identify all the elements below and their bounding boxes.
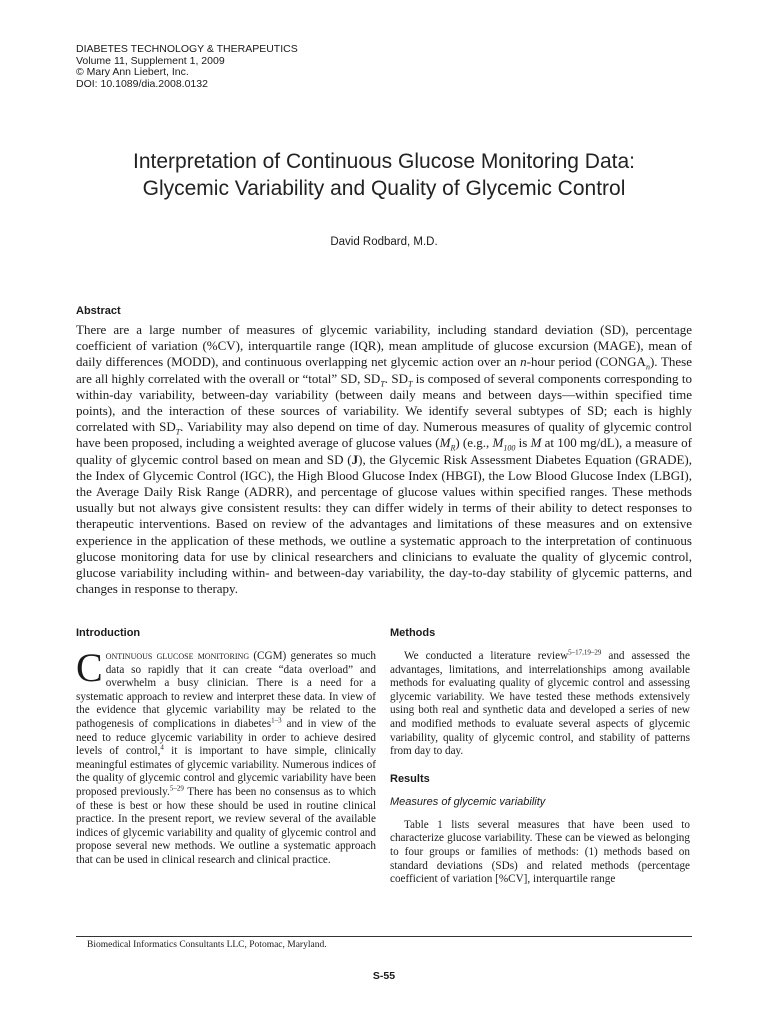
methods-text-1: We conducted a literature review xyxy=(404,650,569,662)
methods-text-2: and assessed the advantages, limitations, and interrelationships among available methods for evaluating quality of glycemic control and assessing glycemic variability. We have tested these methods extensively using both real and synthetic data and developed a series of new and modified methods to evaluate several aspects of glycemic variability, quality of glycemic control, and stability of patterns from day to day. xyxy=(390,650,690,758)
article-title xyxy=(60,148,708,202)
affiliation-footnote: Biomedical Informatics Consultants LLC, Potomac, Maryland. xyxy=(87,940,327,950)
introduction-heading: Introduction xyxy=(76,627,141,639)
methods-paragraph xyxy=(390,650,690,759)
footnote-divider xyxy=(76,936,692,937)
intro-text-4: There has been no consensus as to which of these is best or how these should be used in routine clinical practice. In the present report, we review several of the available indices of glycemic variability and quality of glycemic control and propose several new methods. We outline a systematic approach that can be used in clinical research and clinical practice. xyxy=(76,785,376,866)
results-subheading: Measures of glycemic variability xyxy=(390,795,546,808)
journal-header xyxy=(76,44,298,90)
intro-ref-3: 5–29 xyxy=(169,784,184,793)
title-line-2: Glycemic Variability and Quality of Glycemic Control xyxy=(142,177,626,200)
journal-volume: Volume 11, Supplement 1, 2009 xyxy=(76,54,225,67)
drop-cap: C xyxy=(76,645,103,690)
page-number: S-55 xyxy=(372,970,396,982)
intro-smallcaps: ontinuous glucose monitoring xyxy=(105,650,250,662)
intro-text-2: and in view of the need to reduce glycemic variability in order to achieve desired levels of control, xyxy=(76,717,377,758)
left-column xyxy=(76,627,376,868)
intro-ref-1: 1–3 xyxy=(271,716,282,725)
journal-name: DIABETES TECHNOLOGY & THERAPEUTICS xyxy=(76,43,298,55)
title-line-1: Interpretation of Continuous Glucose Monitoring Data: xyxy=(133,150,635,173)
abstract-heading: Abstract xyxy=(76,305,121,317)
results-heading: Results xyxy=(390,772,430,785)
intro-text-3: it is important to have simple, clinically meaningful estimates of glycemic variability. Numerous indices of the quality of glycemic control and glycemic variability have been proposed previously. xyxy=(76,745,376,798)
methods-heading: Methods xyxy=(390,627,436,639)
author-name: David Rodbard, M.D. xyxy=(330,236,438,248)
methods-ref: 5–17,19–29 xyxy=(568,648,602,657)
journal-copyright: © Mary Ann Liebert, Inc. xyxy=(76,66,189,79)
journal-doi: DOI: 10.1089/dia.2008.0132 xyxy=(76,77,208,90)
introduction-paragraph xyxy=(76,645,377,868)
abstract-text: There are a large number of measures of glycemic variability, including standard deviation (SD), percentage coefficient of variation (%CV), interquartile range (IQR), mean amplitude of glucose excursion (MAGE), mean of daily differences (MODD), and continuous overlapping net glycemic action over an n-hour period $(CONGA_n)$. These are all highly correlated with the overall or “total” SD, $SD_T$. $SD_T$ is composed of several components corresponding to within-day variability, between-day variability (between daily means and between days—within specified time points), and the interaction of these sources of variability. We identify several subtypes of SD; each is highly correlated with $SD_T$. Variability may also depend on time of day. Numerous measures of quality of glycemic control have been proposed, including a weighted average of glucose values $(M_R)$ (e.g., $M_{100}$ is M at 100 mg/dL), a measure of quality of glycemic control based on mean and SD (J), the Glycemic Risk Assessment Diabetes Equation (GRADE), the Index of Glycemic Control (IGC), the High Blood Glucose Index (HBGI), the Low Blood Glucose Index (LBGI), the Average Daily Risk Range (ADRR), and percentage of glucose values within specified ranges. These methods usually but not always give consistent results: they can differ widely in terms of their ability to detect responses to therapeutic interventions. Based on review of the advantages and limitations of these measures and on extensive experience in the application of these methods, we outline a systematic approach to the interpretation of continuous glucose monitoring data for use by clinical researchers and clinicians to evaluate the quality of glycemic control, glucose variability including within- and between-day variability, the day-to-day stability of glycemic patterns, and changes in response to therapy. xyxy=(76,322,693,597)
intro-text-1: (CGM) generates so much data so rapidly that it can create “data overload” and overwhelm a busy clinician. There is a need for a systematic approach to review and interpret these data. In view of the evidence that glycemic variability may be related to the pathogenesis of complications in diabetes xyxy=(76,650,376,730)
results-paragraph: Table 1 lists several measures that have been used to characterize glucose variability. These can be viewed as belonging to four groups or families of methods: (1) methods based on standard deviations (SDs) and related methods (percentage coefficient of variation [%CV], interquartile range xyxy=(390,818,690,886)
intro-ref-2: 4 xyxy=(160,743,164,752)
right-column xyxy=(390,627,690,887)
